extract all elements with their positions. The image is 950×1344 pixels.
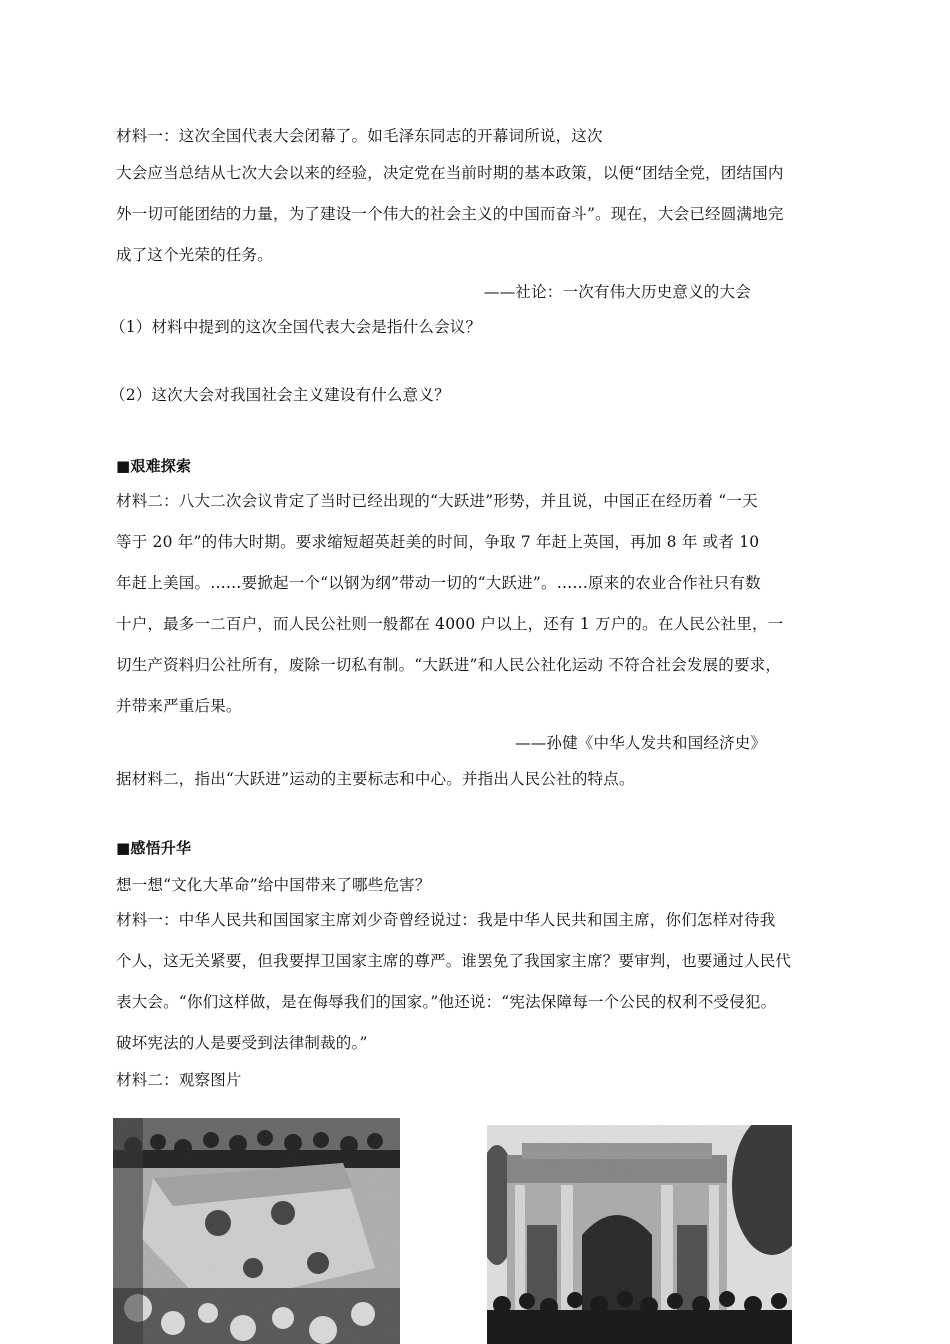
photo-tsinghua-gate-image: [487, 1125, 792, 1344]
question-2: （2）这次大会对我国社会主义建设有什么意义？: [110, 386, 450, 404]
photo-toppled-monument: [113, 1118, 400, 1344]
heading-reflection: ■感悟升华: [116, 839, 192, 857]
material-two-question: 据材料二，指出“大跃进”运动的主要标志和中心。并指出人民公社的特点。: [116, 770, 635, 788]
material-one-line-2: 大会应当总结从七次大会以来的经验，决定党在当前时期的基本政策，以便“团结全党，团结国内: [116, 164, 784, 182]
material-two-observe-pictures: 材料二：观察图片: [116, 1071, 242, 1089]
material-two-line-5: 切生产资料归公社所有，废除一切私有制。“大跃进”和人民公社化运动 不符合社会发展的要求，: [116, 656, 782, 674]
material-one-line-1: 材料一：这次全国代表大会闭幕了。如毛泽东同志的开幕词所说，这次: [116, 127, 603, 145]
material-one-line-3: 外一切可能团结的力量，为了建设一个伟大的社会主义的中国而奋斗”。现在，大会已经圆满地完: [116, 205, 784, 223]
heading-difficult-exploration: ■艰难探索: [116, 457, 192, 475]
question-1: （1）材料中提到的这次全国代表大会是指什么会议？: [110, 318, 482, 336]
material-two-source: ——孙健《中华人发共和国经济史》: [515, 734, 767, 752]
material-two-line-1: 材料二：八大二次会议肯定了当时已经出现的“大跃进”形势，并且说，中国正在经历着 “一天: [116, 492, 758, 510]
material-three-line-3: 表大会。“你们这样做，是在侮辱我们的国家。”他还说：“宪法保障每一个公民的权利不受侵犯。: [116, 993, 777, 1011]
material-one-source: ——社论：一次有伟大历史意义的大会: [484, 283, 751, 301]
material-one-line-4: 成了这个光荣的任务。: [116, 246, 274, 264]
cultural-revolution-question: 想一想“文化大革命”给中国带来了哪些危害？: [116, 876, 431, 894]
material-two-line-3: 年赶上美国。……要掀起一个“以钢为纲”带动一切的“大跃进”。……原来的农业合作社只有数: [116, 574, 761, 592]
material-two-line-2: 等于 20 年”的伟大时期。要求缩短超英赶美的时间，争取 7 年赶上英国，再加 8 年 或者 10: [116, 533, 760, 551]
photo-toppled-monument-image: [113, 1118, 400, 1344]
material-two-line-6: 并带来严重后果。: [116, 697, 242, 715]
material-three-line-1: 材料一：中华人民共和国国家主席刘少奇曾经说过：我是中华人民共和国主席，你们怎样对待我: [116, 911, 776, 929]
material-three-line-2: 个人，这无关紧要，但我要捍卫国家主席的尊严。谁罢免了我国家主席？要审判，也要通过人民代: [116, 952, 792, 970]
material-three-line-4: 破坏宪法的人是要受到法律制裁的。”: [116, 1034, 368, 1052]
photo-tsinghua-gate: [487, 1125, 792, 1344]
material-two-line-4: 十户，最多一二百户，而人民公社则一般都在 4000 户以上，还有 1 万户的。在人民公社里，一: [116, 615, 784, 633]
